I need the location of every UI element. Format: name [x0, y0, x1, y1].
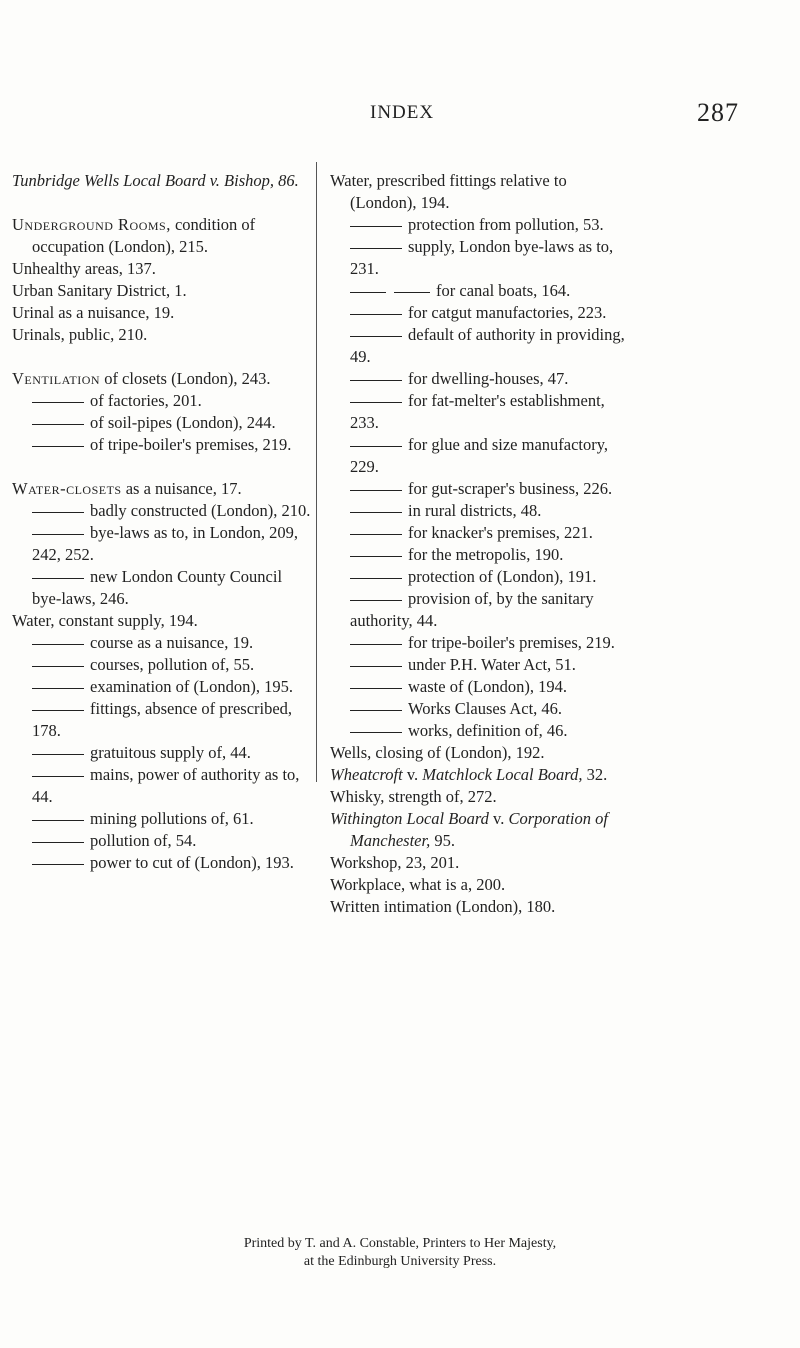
- index-entry: [12, 280, 312, 302]
- page-number: 287: [697, 98, 739, 127]
- index-entry: [12, 258, 312, 280]
- index-entry: [12, 368, 312, 390]
- entry-text: power to cut of (London), 193.: [90, 853, 294, 872]
- ditto-dash: [32, 864, 84, 865]
- entry-text: of factories, 201.: [90, 391, 202, 410]
- ditto-dash: [350, 490, 402, 491]
- entry-heading: Water-closets: [12, 479, 122, 498]
- entry-text: Tunbridge Wells Local Board v. Bishop, 86.: [12, 171, 299, 190]
- running-title: INDEX: [370, 102, 435, 123]
- index-subentry: [12, 676, 312, 698]
- entry-text: Unhealthy areas, 137.: [12, 259, 156, 278]
- index-subentry: [12, 830, 312, 852]
- case-name: Matchlock Local Board,: [422, 765, 583, 784]
- entry-text: Water, constant supply, 194.: [12, 611, 198, 630]
- index-subentry: [12, 566, 312, 610]
- entry-text: Works Clauses Act, 46.: [408, 699, 563, 718]
- entry-text: Workshop, 23, 201.: [330, 853, 460, 872]
- index-subentry: [12, 632, 312, 654]
- ditto-dash: [32, 644, 84, 645]
- ditto-dash: [32, 842, 84, 843]
- entry-gap: [12, 346, 312, 368]
- page-ref: 32.: [582, 765, 608, 784]
- entry-text: waste of (London), 194.: [408, 677, 568, 696]
- entry-text: v.: [488, 809, 509, 828]
- index-subentry: [12, 654, 312, 676]
- index-entry: [330, 786, 630, 808]
- entry-text: Wells, closing of (London), 192.: [330, 743, 545, 762]
- index-subentry: [12, 500, 312, 522]
- ditto-dash: [350, 402, 402, 403]
- page-header: [0, 98, 800, 142]
- ditto-dash: [32, 710, 84, 711]
- index-entry: [12, 478, 312, 500]
- ditto-dash: [32, 820, 84, 821]
- ditto-dash: [32, 512, 84, 513]
- entry-text: v.: [402, 765, 423, 784]
- ditto-dash: [32, 754, 84, 755]
- ditto-dash: [350, 732, 402, 733]
- index-subentry: [330, 500, 630, 522]
- entry-text: fittings, absence of prescribed, 178.: [32, 699, 293, 740]
- entry-text: works, definition of, 46.: [408, 721, 568, 740]
- entry-text: badly constructed (London), 210.: [90, 501, 311, 520]
- ditto-dash: [350, 710, 402, 711]
- index-subentry: [330, 698, 630, 720]
- index-subentry: [330, 478, 630, 500]
- index-subentry: [12, 808, 312, 830]
- entry-text: Workplace, what is a, 200.: [330, 875, 506, 894]
- index-entry: [330, 764, 630, 786]
- index-entry: [12, 170, 312, 192]
- entry-text: for canal boats, 164.: [436, 281, 571, 300]
- ditto-dash: [350, 336, 402, 337]
- index-subentry: [330, 390, 630, 434]
- entry-text: supply, London bye-laws as to, 231.: [350, 237, 614, 278]
- ditto-dash: [350, 446, 402, 447]
- index-subentry: [330, 566, 630, 588]
- index-subentry: [330, 676, 630, 698]
- index-subentry: [330, 544, 630, 566]
- case-name: Corporation of Manchester,: [350, 809, 608, 850]
- index-entry: [12, 214, 312, 258]
- entry-heading: Ventilation: [12, 369, 101, 388]
- ditto-dash: [32, 666, 84, 667]
- index-subentry: [330, 368, 630, 390]
- ditto-dash: [350, 556, 402, 557]
- entry-text: Written intimation (London), 180.: [330, 897, 556, 916]
- ditto-dash: [32, 424, 84, 425]
- page-ref: 95.: [430, 831, 455, 850]
- index-entry: [330, 170, 630, 214]
- entry-text: pollution of, 54.: [90, 831, 197, 850]
- entry-text: protection of (London), 191.: [408, 567, 597, 586]
- entry-text: condition of occupation (London), 215.: [32, 215, 256, 256]
- entry-gap: [12, 456, 312, 478]
- ditto-dash: [32, 534, 84, 535]
- ditto-dash: [350, 666, 402, 667]
- index-entry: [12, 324, 312, 346]
- right-column: [330, 170, 630, 918]
- ditto-dash: [350, 248, 402, 249]
- index-subentry: [330, 324, 630, 368]
- entry-text: course as a nuisance, 19.: [90, 633, 254, 652]
- entry-text: for the metropolis, 190.: [408, 545, 564, 564]
- index-entry: [12, 610, 312, 632]
- entry-text: examination of (London), 195.: [90, 677, 293, 696]
- index-subentry: [12, 522, 312, 566]
- ditto-dash: [32, 688, 84, 689]
- index-subentry: [330, 632, 630, 654]
- entry-text: mining pollutions of, 61.: [90, 809, 254, 828]
- ditto-dash: [350, 512, 402, 513]
- printer-imprint: [0, 1235, 800, 1271]
- ditto-dash: [350, 600, 402, 601]
- ditto-dash: [394, 292, 430, 293]
- imprint-line-2: at the Edinburgh University Press.: [303, 1254, 497, 1269]
- index-subentry: [330, 588, 630, 632]
- index-subentry: [330, 280, 630, 302]
- ditto-dash: [350, 578, 402, 579]
- ditto-dash: [350, 688, 402, 689]
- entry-text: default of authority in providing, 49.: [350, 325, 625, 366]
- index-subentry: [330, 522, 630, 544]
- entry-text: for dwelling-houses, 47.: [408, 369, 569, 388]
- case-name: Wheatcroft: [330, 765, 403, 784]
- index-entry: [330, 896, 630, 918]
- entry-gap: [12, 192, 312, 214]
- ditto-dash: [350, 644, 402, 645]
- entry-text: protection from pollution, 53.: [408, 215, 604, 234]
- ditto-dash: [32, 446, 84, 447]
- ditto-dash: [32, 776, 84, 777]
- index-subentry: [330, 214, 630, 236]
- index-subentry: [330, 236, 630, 280]
- entry-text: under P.H. Water Act, 51.: [408, 655, 576, 674]
- index-subentry: [12, 852, 312, 874]
- entry-text: Whisky, strength of, 272.: [330, 787, 497, 806]
- entry-text: for knacker's premises, 221.: [408, 523, 593, 542]
- index-subentry: [12, 434, 312, 456]
- entry-text: for tripe-boiler's premises, 219.: [408, 633, 615, 652]
- index-entry: [330, 852, 630, 874]
- index-entry: [330, 742, 630, 764]
- case-name: Withington Local Board: [330, 809, 489, 828]
- entry-heading: Underground Rooms,: [12, 215, 171, 234]
- entry-text: new London County Council bye-laws, 246.: [32, 567, 283, 608]
- ditto-dash: [32, 578, 84, 579]
- index-subentry: [12, 764, 312, 808]
- index-subentry: [12, 412, 312, 434]
- ditto-dash: [350, 314, 402, 315]
- entry-text: of closets (London), 243.: [100, 369, 271, 388]
- entry-text: for glue and size manufactory, 229.: [350, 435, 609, 476]
- index-subentry: [12, 698, 312, 742]
- entry-text: courses, pollution of, 55.: [90, 655, 255, 674]
- index-subentry: [330, 434, 630, 478]
- entry-text: Urinal as a nuisance, 19.: [12, 303, 175, 322]
- entry-text: for gut-scraper's business, 226.: [408, 479, 613, 498]
- ditto-dash: [350, 534, 402, 535]
- entry-text: for fat-melter's establishment, 233.: [350, 391, 605, 432]
- index-subentry: [330, 720, 630, 742]
- entry-text: Water, prescribed fittings relative to (London), 194.: [330, 171, 567, 212]
- ditto-dash: [350, 380, 402, 381]
- column-divider: [316, 162, 317, 782]
- entry-text: Urban Sanitary District, 1.: [12, 281, 187, 300]
- entry-text: in rural districts, 48.: [408, 501, 542, 520]
- entry-text: Urinals, public, 210.: [12, 325, 148, 344]
- index-entry: [330, 874, 630, 896]
- index-subentry: [330, 654, 630, 676]
- index-subentry: [12, 742, 312, 764]
- imprint-line-1: Printed by T. and A. Constable, Printers to Her Majesty,: [243, 1236, 557, 1251]
- index-subentry: [330, 302, 630, 324]
- entry-text: gratuitous supply of, 44.: [90, 743, 251, 762]
- index-entry: [330, 808, 630, 852]
- entry-text: mains, power of authority as to, 44.: [32, 765, 300, 806]
- index-subentry: [12, 390, 312, 412]
- ditto-dash: [350, 292, 386, 293]
- entry-text: provision of, by the sanitary authority, 44.: [350, 589, 594, 630]
- left-column: [12, 170, 312, 874]
- entry-text: of soil-pipes (London), 244.: [90, 413, 276, 432]
- ditto-dash: [32, 402, 84, 403]
- entry-text: as a nuisance, 17.: [121, 479, 242, 498]
- ditto-dash: [350, 226, 402, 227]
- entry-text: for catgut manufactories, 223.: [408, 303, 607, 322]
- entry-text: bye-laws as to, in London, 209, 242, 252.: [32, 523, 299, 564]
- index-entry: [12, 302, 312, 324]
- entry-text: of tripe-boiler's premises, 219.: [90, 435, 292, 454]
